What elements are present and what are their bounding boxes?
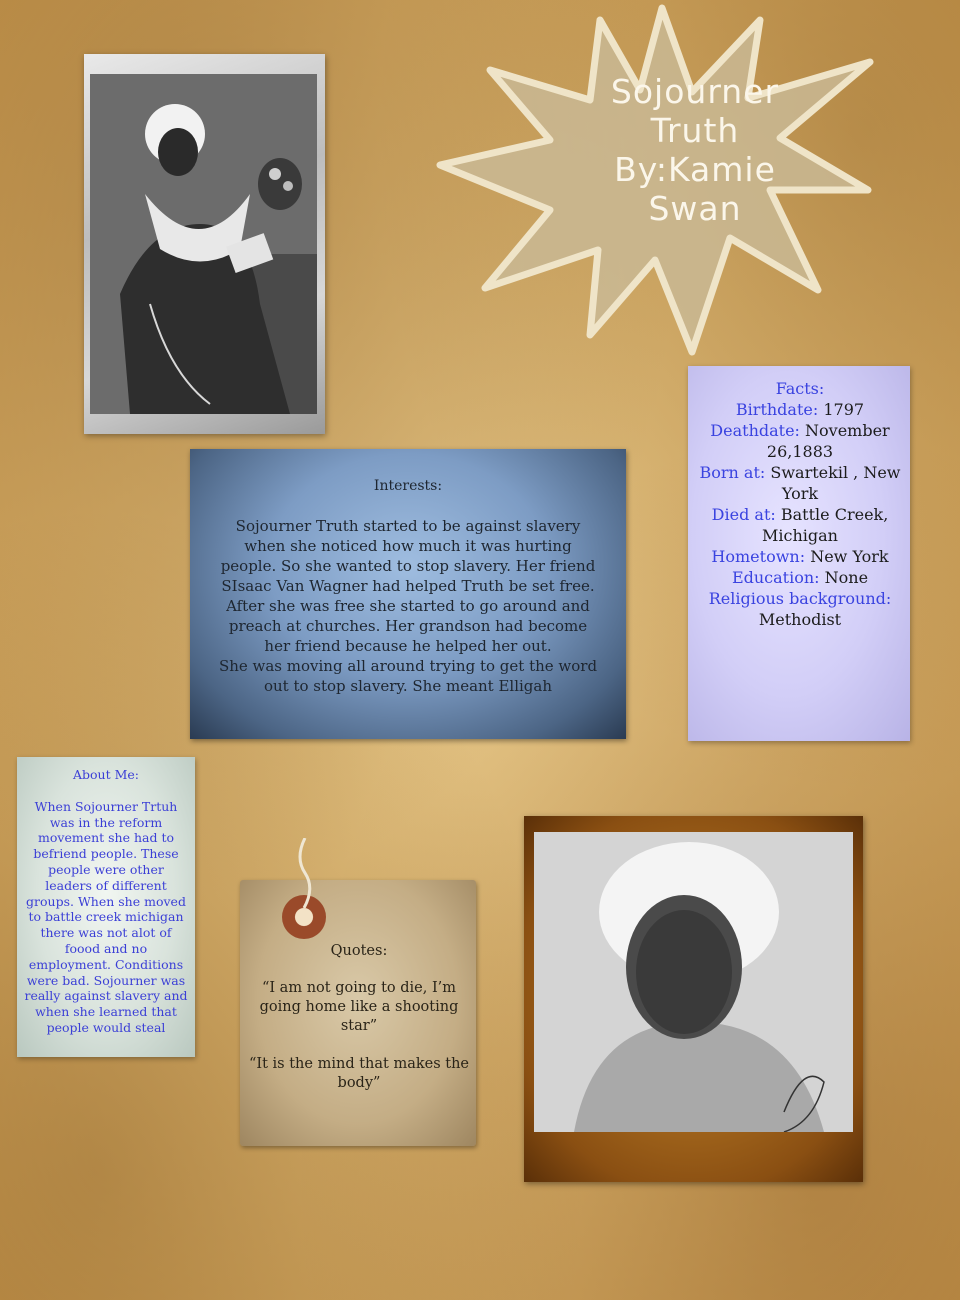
portrait-image-closeup bbox=[534, 832, 853, 1132]
deathdate-value: November 26,1883 bbox=[766, 421, 890, 461]
died-at-label: Died at: bbox=[711, 505, 776, 524]
fact-religion bbox=[698, 588, 902, 630]
died-at-value: Battle Creek, Michigan bbox=[762, 505, 889, 545]
interests-content bbox=[218, 476, 598, 696]
fact-born-at bbox=[698, 462, 902, 504]
facts-card bbox=[688, 366, 910, 741]
seated-figure-illustration bbox=[90, 74, 317, 414]
quote-2: “It is the mind that makes the body” bbox=[248, 1056, 470, 1091]
hometown-value: New York bbox=[810, 547, 889, 566]
born-at-value: Swartekil , New York bbox=[770, 463, 901, 503]
religion-label: Religious background: bbox=[708, 589, 892, 608]
quotes-tag bbox=[240, 880, 476, 1146]
closeup-figure-illustration bbox=[534, 832, 853, 1132]
education-value: None bbox=[824, 568, 869, 587]
about-me-card bbox=[17, 757, 195, 1057]
interests-card bbox=[190, 449, 626, 739]
title-line-4: Swan bbox=[648, 189, 742, 228]
interests-paragraph-1: Sojourner Truth started to be against slavery when she noticed how much it was hurting people. So she wanted to stop slavery. Her friend SIsaac Van Wagner had helped Truth be set free. After she was free she started to go around and preach at churches. Her grandson had become her friend because he helped her out. bbox=[220, 517, 596, 655]
religion-value: Methodist bbox=[758, 610, 842, 629]
tag-string-icon bbox=[290, 838, 320, 908]
portrait-photo-closeup bbox=[524, 816, 863, 1182]
birthdate-value: 1797 bbox=[823, 400, 865, 419]
title-line-3: By:Kamie bbox=[614, 150, 776, 189]
page-title bbox=[550, 72, 840, 228]
fact-education bbox=[698, 567, 902, 588]
title-star bbox=[430, 0, 880, 370]
quotes-heading: Quotes: bbox=[330, 943, 388, 959]
education-label: Education: bbox=[731, 568, 820, 587]
quotes-content bbox=[248, 942, 470, 1093]
quote-1: “I am not going to die, I’m going home like a shooting star” bbox=[259, 980, 459, 1034]
facts-heading: Facts: bbox=[775, 379, 825, 398]
hometown-label: Hometown: bbox=[711, 547, 806, 566]
about-me-heading: About Me: bbox=[72, 767, 139, 782]
fact-deathdate bbox=[698, 420, 902, 462]
title-line-1: Sojourner bbox=[610, 72, 780, 111]
birthdate-label: Birthdate: bbox=[735, 400, 819, 419]
interests-heading: Interests: bbox=[373, 478, 443, 494]
about-me-text: When Sojourner Trtuh was in the reform movement she had to befriend people. These people were other leaders of different groups. When she moved to battle creek michigan there was not alot of foood and no employment. Conditions were bad. Sojourner was really against slavery and when she learned that people would steal bbox=[24, 798, 188, 1035]
facts-content bbox=[698, 378, 902, 630]
portrait-photo-seated bbox=[84, 54, 325, 434]
interests-paragraph-2: She was moving all around trying to get the word out to stop slavery. She meant Elligah bbox=[218, 657, 598, 695]
fact-hometown bbox=[698, 546, 902, 567]
fact-birthdate bbox=[698, 399, 902, 420]
born-at-label: Born at: bbox=[699, 463, 766, 482]
deathdate-label: Deathdate: bbox=[710, 421, 800, 440]
portrait-image-seated bbox=[90, 74, 317, 414]
about-me-content bbox=[23, 767, 189, 1036]
fact-died-at bbox=[698, 504, 902, 546]
title-line-2: Truth bbox=[650, 111, 740, 150]
